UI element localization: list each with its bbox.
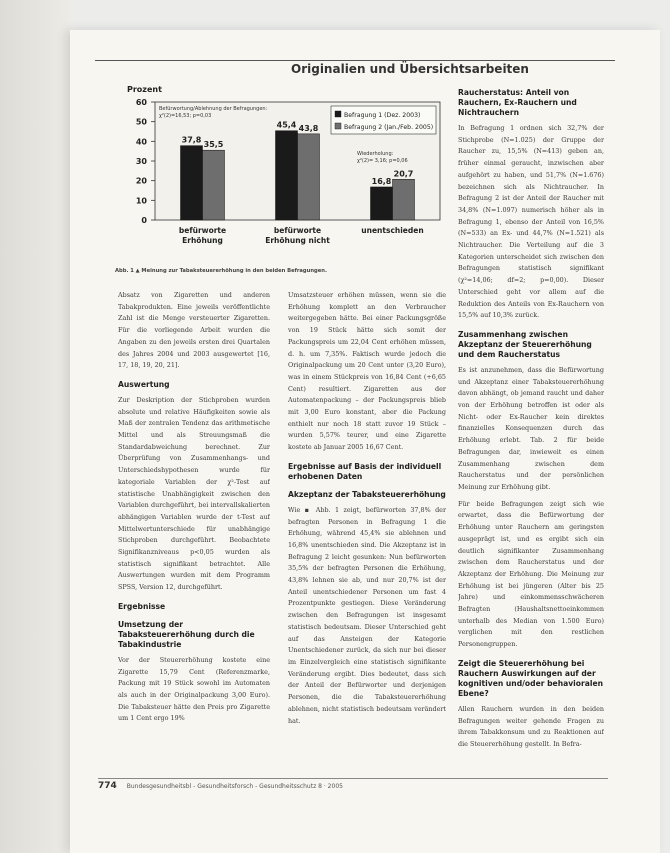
chart-annotation: Befürwortung/Ablehnung der Befragungen: — [159, 106, 268, 112]
y-tick-label: 0 — [141, 216, 147, 225]
heading-zusammenhang: Zusammenhang zwischen Akzeptanz der Steuererhöhung und dem Raucherstatus — [458, 329, 592, 359]
category-label: befürworte — [178, 226, 227, 235]
data-label: 16,8 — [371, 176, 392, 186]
category-label: Erhöhung nicht — [265, 236, 330, 245]
heading-auswertung: Auswertung — [118, 379, 170, 389]
heading-akzeptanz: Akzeptanz der Tabaksteuererhöhung — [288, 489, 446, 499]
data-label: 20,7 — [393, 169, 414, 179]
text-column-2 — [288, 290, 446, 760]
page-footer — [98, 778, 608, 791]
bar-2-1 — [203, 150, 225, 220]
data-label: 37,8 — [181, 135, 202, 145]
figure-1-chart — [95, 80, 445, 270]
data-label: 43,8 — [298, 123, 319, 133]
chart-annotation: χ²(2)= 3,16; p=0,06 — [357, 158, 408, 164]
paragraph: Umsatzsteuer erhöhen müssen, wenn sie die Erhöhung komplett an den Verbraucher weitergegeben hätte. Bei einer Packungsgröße von 19 Stück hätte sich somit der Packungspreis um 22,04 Cent erhöhen müssen, d. h. um 7,35%. Faktisch wurde jedoch die Originalpackung um 20 Cent unter (3,20 Euro), was in einem Stückpreis von 16,84 Cent (+6,65 Cent) resultiert. Zigaretten aus der Automatenpackung – der Packungspreis blieb mit 3,00 Euro konstant, aber die Packung enthielt nur noch 18 statt zuvor 19 Stück – wurden 5,57% teurer, und eine Zigarette kostete ab Januar 2005 16,67 Cent. — [288, 291, 446, 452]
paragraph: Wie ▪ Abb. 1 zeigt, befürworten 37,8% der befragten Personen in Befragung 1 die Erhöhung, während 45,4% sie ablehnen und 16,8% unentschieden sind. Die Akzeptanz ist in Befragung 2 leicht gesunken: Nun befürworten 35,5% der befragten Personen die Erhöhung, 43,8% lehnen sie ab, und nur 20,7% ist der Anteil unentschiedener Personen um fast 4 Prozentpunkte gestiegen. Diese Veränderung zwischen den Befragungen ist insgesamt statistisch bedeutsam. Dieser Unterschied geht auf das Ansteigen der Kategorie Unentschiedener zurück, da sich nur bei dieser im Einzelvergleich eine statistisch signifikante Veränderung ergibt. Dies bedeutet, dass sich der Anteil der Befürworter und derjenigen Personen, die die Tabaksteuererhöhung ablehnen, nicht statistisch bedeutsam verändert hat. — [288, 505, 446, 725]
paragraph: Allen Rauchern wurden in den beiden Befragungen weiter gehende Fragen zu ihrem Tabakkonsum und zu Reaktionen auf die Steuererhöhung gestellt. In Befra- — [458, 704, 604, 748]
bar-1-1 — [181, 146, 203, 220]
paragraph: Für beide Befragungen zeigt sich wie erwartet, dass die Befürwortung der Erhöhung unter Rauchern am geringsten ausgeprägt ist, und es ergibt sich ein deutlich signifikanter Zusammenhang zwischen dem Raucherstatus und der Akzeptanz der Erhöhung. Die Meinung zur Erhöhung ist bei jüngeren (Alter bis 25 Jahre) und einkommensschwächeren Befragten (Haushaltsnettoeinkommen unterhalb des Median von 1.500 Euro) verglichen mit den restlichen Personengruppen. — [458, 499, 604, 649]
legend-swatch — [335, 123, 341, 129]
page-shadow-edge — [0, 0, 70, 853]
heading-ergebnisse-basis: Ergebnisse auf Basis der individuell erhobenen Daten — [288, 461, 442, 481]
page-number: 774 — [98, 781, 117, 791]
figure-caption: Abb. 1 ▲ Meinung zur Tabaksteuererhöhung in den beiden Befragungen. — [115, 268, 327, 274]
y-tick-label: 60 — [135, 98, 147, 107]
category-label: unentschieden — [361, 226, 424, 235]
text-column-3 — [458, 88, 604, 778]
category-label: Erhöhung — [182, 236, 223, 245]
y-tick-label: 10 — [135, 196, 147, 206]
heading-umsetzung: Umsetzung der Tabaksteuererhöhung durch die Tabakindustrie — [118, 619, 255, 649]
y-tick-label: 30 — [135, 157, 147, 166]
heading-ergebnisse: Ergebnisse — [118, 601, 166, 611]
bar-1-2 — [276, 131, 298, 220]
bar-1-3 — [371, 187, 393, 220]
legend-swatch — [335, 111, 341, 117]
y-tick-label: 20 — [135, 176, 147, 186]
paragraph: Vor der Steuererhöhung kostete eine Zigarette 15,79 Cent (Referenzmarke, Packung mit 19 Stück sowohl im Automaten als auch in der Originalpackung 3,00 Euro). Die Tabaksteuer hätte den Preis pro Zigarette um 1 Cent ergo 19% — [118, 655, 270, 723]
paragraph: In Befragung 1 ordnen sich 32,7% der Stichprobe (N=1.025) der Gruppe der Raucher zu, 15,5% (N=413) geben an, früher einmal geraucht, inzwischen aber aufgehört zu haben, und 51,7% (N=1.676) bezeichnen sich als Nichtraucher. In Befragung 2 ist der Anteil der Raucher mit 34,8% (N=1.097) numerisch höher als in Befragung 1, ebenso der Anteil von 16,5% (N=533) an Ex- und 44,7% (N=1.521) als Nichtraucher. Die Verteilung auf die 3 Kategorien unterscheidet sich zwischen den Befragungen statistisch signifikant (χ²=14,06; df=2; p=0,00). Dieser Unterschied geht vor allem auf die Reduktion des Anteils von Ex-Rauchern von 15,5% auf 10,3% zurück. — [458, 124, 604, 320]
text-column-1 — [118, 290, 270, 760]
heading-zeigt: Zeigt die Steuererhöhung bei Rauchern Auswirkungen auf der kognitiven und/oder behavioralen Ebene? — [458, 658, 604, 698]
category-label: befürworte — [273, 226, 322, 235]
paragraph: Es ist anzunehmen, dass die Befürwortung und Akzeptanz einer Tabaksteuererhöhung davon abhängt, ob jemand raucht und daher von der Erhöhung betroffen ist oder als Nicht- oder Ex-Raucher kein direktes finanzielles Konsequenzen durch das Erhöhung erlebt. Tab. 2 für beide Befragungen dar, inwieweit es einen Zusammenhang zwischen dem Raucherstatus und der persönlichen Meinung zur Erhöhung gibt. — [458, 365, 604, 491]
chart-annotation: Wiederholung: — [357, 151, 394, 157]
bar-chart — [95, 80, 445, 270]
paragraph: Zur Deskription der Stichproben wurden absolute und relative Häufigkeiten sowie als Maß der zentralen Tendenz das arithmetische Mittel und als Streuungsmaß die Standardabweichung berechnet. Zur Überprüfung von Zusammenhangs- und Unterschiedshypothesen wurde für kategoriale Variablen der χ²-Test auf statistische Unabhängigkeit zwischen den Variablen durchgeführt, bei intervallskalierten abhängigen Variablen wurde der t-Test auf Mittelwertunterschiede für unabhängige Stichproben durchgeführt. Beobachtete Signifikanzniveaus p<0,05 wurden als statistisch signifikant betrachtet. Alle Auswertungen wurden mit dem Programm SPSS, Version 12, durchgeführt. — [118, 395, 270, 592]
heading-raucherstatus: Raucherstatus: Anteil von Rauchern, Ex-Rauchern und Nichtrauchern — [458, 88, 577, 117]
data-label: 45,4 — [276, 120, 297, 130]
chart-annotation: χ²(2)=16,53; p=0,03 — [159, 113, 212, 119]
bar-2-2 — [298, 134, 320, 220]
data-label: 35,5 — [203, 140, 224, 150]
legend-entry: Befragung 2 (Jan./Feb. 2005) — [344, 124, 434, 131]
y-tick-label: 40 — [135, 137, 147, 147]
y-axis-label: Prozent — [127, 85, 162, 94]
legend-entry: Befragung 1 (Dez. 2003) — [344, 112, 421, 119]
bar-2-3 — [393, 179, 415, 220]
y-tick-label: 50 — [135, 117, 147, 127]
journal-citation: Bundesgesundheitsbl - Gesundheitsforsch - Gesundheitsschutz 8 · 2005 — [126, 783, 343, 790]
section-header: Originalien und Übersichtsarbeiten — [291, 62, 529, 76]
header-rule — [95, 60, 615, 61]
paragraph: Absatz von Zigaretten und anderen Tabakprodukten. Eine jeweils veröffentlichte Zahl ist die Menge versteuerter Zigaretten. Für die vorliegende Arbeit wurden die Angaben zu den jeweils ersten drei Quartalen des Jahres 2004 und 2003 ausgewertet [16, 17, 18, 19, 20, 21]. — [118, 291, 270, 370]
